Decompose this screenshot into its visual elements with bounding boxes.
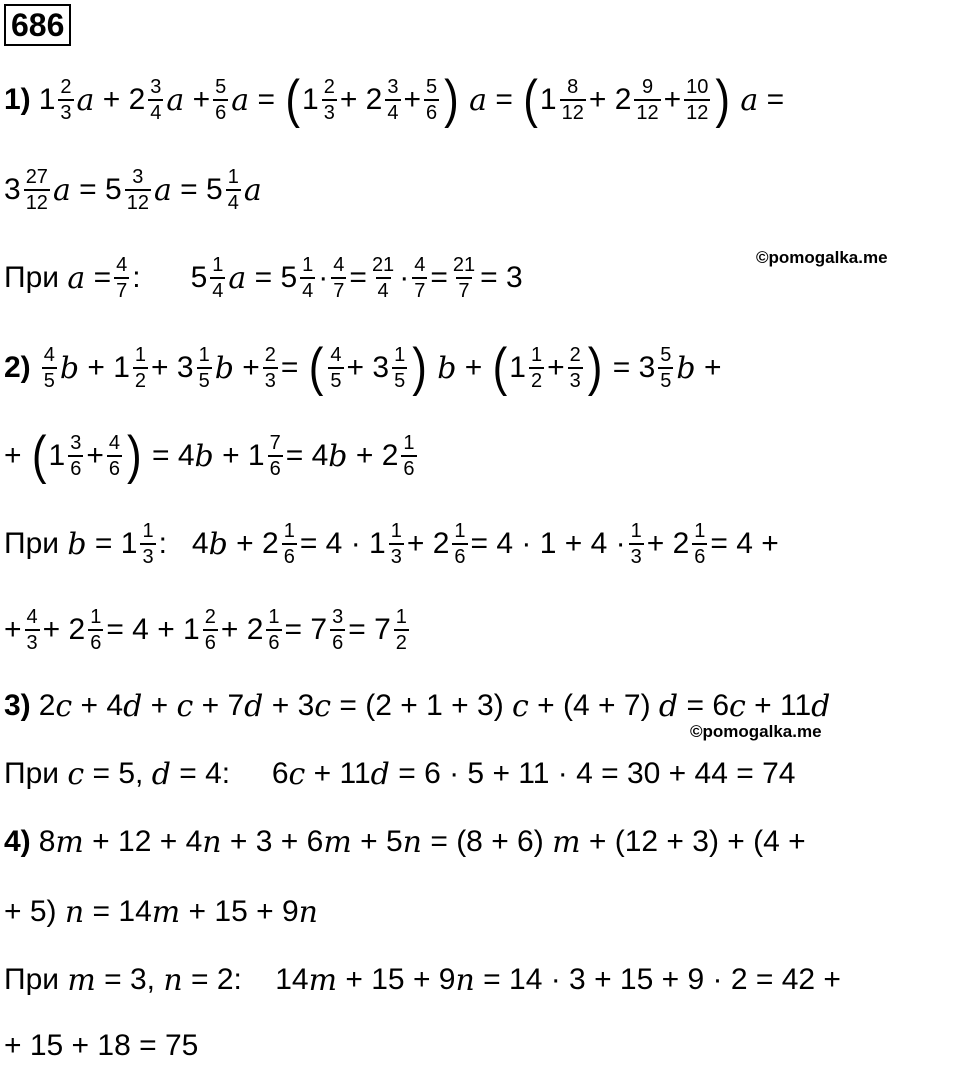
label-4: 4) bbox=[4, 825, 31, 858]
fraction: 1 3 bbox=[630, 520, 642, 568]
line-2d: + 4 3 + 2 1 6 = 4 + 1 2 6 + 2 1 6 = 7 3 6 = 7 1 2 bbox=[4, 606, 407, 654]
fraction: 1 2 bbox=[134, 344, 147, 392]
fraction: 9 12 bbox=[636, 76, 659, 124]
label-1: 1) bbox=[4, 83, 31, 116]
fraction: 1 4 bbox=[227, 166, 239, 214]
fraction: 1 6 bbox=[283, 520, 295, 568]
fraction: 4 3 bbox=[26, 606, 38, 654]
fraction: 2 3 bbox=[264, 344, 276, 392]
fraction: 3 4 bbox=[387, 76, 399, 124]
fraction: 1 3 bbox=[142, 520, 154, 568]
fraction: 4 5 bbox=[330, 344, 342, 392]
label-2: 2) bbox=[4, 351, 31, 384]
fraction: 2 3 bbox=[323, 76, 335, 124]
result-3: = 30 + 44 = 74 bbox=[601, 757, 796, 790]
fraction: 1 6 bbox=[403, 432, 415, 480]
text-4c: 14 · 3 + 15 + 9 · 2 = 42 + bbox=[509, 963, 841, 996]
fraction: 21 4 bbox=[371, 254, 395, 302]
line-4a: 4) 8 m + 12 + 4 n + 3 + 6 m + 5 n = (8 + 6) m + (12 + 3) + (4 + bbox=[4, 824, 806, 860]
fraction: 1 6 bbox=[268, 606, 280, 654]
line-1a: 1) 1 2 3 a + 2 3 4 a + 5 6 a = ( 1 2 3 + 2 3 4 + 5 6 ) a = ( 1 8 12 + 2 9 12 + 10 12 ) a = bbox=[4, 70, 785, 129]
text-4b: + 5) bbox=[4, 895, 57, 928]
fraction: 21 7 bbox=[452, 254, 476, 302]
line-1c: При a = 4 7 : 5 1 4 a = 5 1 4 · 4 7 = 21 4 · 4 7 = 21 7 = 3 bbox=[4, 254, 523, 302]
fraction: 1 6 bbox=[454, 520, 466, 568]
fraction: 4 7 bbox=[414, 254, 426, 302]
fraction: 1 6 bbox=[90, 606, 102, 654]
line-1b: 3 27 12 a = 5 3 12 a = 5 1 4 a bbox=[4, 166, 262, 214]
watermark: ©pomogalka.me bbox=[756, 248, 888, 267]
pri-label: При bbox=[4, 963, 60, 996]
watermark: ©pomogalka.me bbox=[690, 722, 822, 741]
fraction: 1 6 bbox=[694, 520, 706, 568]
fraction: 1 3 bbox=[390, 520, 402, 568]
fraction: 1 2 bbox=[530, 344, 543, 392]
line-3a: 3) 2 c + 4 d + c + 7 d + 3 c = (2 + 1 + 3) c + (4 + 7) d = 6 c + 11 d bbox=[4, 688, 831, 724]
fraction: 4 7 bbox=[116, 254, 128, 302]
fraction: 27 12 bbox=[25, 166, 48, 214]
fraction: 3 12 bbox=[126, 166, 149, 214]
fraction: 1 5 bbox=[394, 344, 406, 392]
line-3b: При c = 5, d = 4: 6 c + 11 d = 6 · 5 + 11 · 4 = 30 + 44 = 74 bbox=[4, 756, 796, 792]
fraction: 4 5 bbox=[43, 344, 55, 392]
fraction: 8 12 bbox=[561, 76, 584, 124]
line-4d bbox=[4, 1016, 198, 1076]
label-3: 3) bbox=[4, 689, 31, 722]
fraction: 3 6 bbox=[70, 432, 82, 480]
fraction: 1 2 bbox=[395, 606, 407, 654]
pri-label: При bbox=[4, 261, 60, 294]
pri-label: При bbox=[4, 527, 60, 560]
line-4b: + 5) n = 14 m + 15 + 9 n bbox=[4, 894, 318, 930]
fraction: 10 12 bbox=[686, 76, 709, 124]
fraction: 1 4 bbox=[212, 254, 224, 302]
fraction: 5 6 bbox=[426, 76, 438, 124]
fraction: 1 4 bbox=[302, 254, 314, 302]
fraction: 3 4 bbox=[150, 76, 162, 124]
fraction: 5 6 bbox=[215, 76, 227, 124]
fraction: 2 3 bbox=[569, 344, 581, 392]
line-2b: + ( 1 3 6 + 4 6 ) = 4 b + 1 7 6 = 4 b + 2 1 6 bbox=[4, 426, 415, 485]
fraction: 7 6 bbox=[269, 432, 281, 480]
line-2a: 2) 4 5 b + 1 1 2 + 3 1 5 b + 2 3 = ( 4 5 + 3 1 5 ) b + ( 1 1 2 + 2 3 ) = 3 5 5 b + bbox=[4, 338, 722, 397]
fraction: 4 7 bbox=[333, 254, 345, 302]
line-2c: При b = 1 1 3 : 4 b + 2 1 6 = 4 · 1 1 3 + 2 1 6 = 4 · 1 + 4 · 1 3 + 2 1 6 = 4 + bbox=[4, 520, 779, 568]
fraction: 4 6 bbox=[108, 432, 120, 480]
fraction: 1 5 bbox=[198, 344, 210, 392]
fraction: 5 5 bbox=[660, 344, 672, 392]
fraction: 2 6 bbox=[204, 606, 216, 654]
fraction: 2 3 bbox=[60, 76, 72, 124]
text-4d: + 15 + 18 = 75 bbox=[4, 1029, 199, 1062]
pri-label: При bbox=[4, 757, 60, 790]
fraction: 3 6 bbox=[332, 606, 344, 654]
problem-number: 686 bbox=[4, 4, 71, 46]
line-4c: При m = 3, n = 2: 14 m + 15 + 9 n = 14 · 3 + 15 + 9 · 2 = 42 + bbox=[4, 962, 841, 998]
